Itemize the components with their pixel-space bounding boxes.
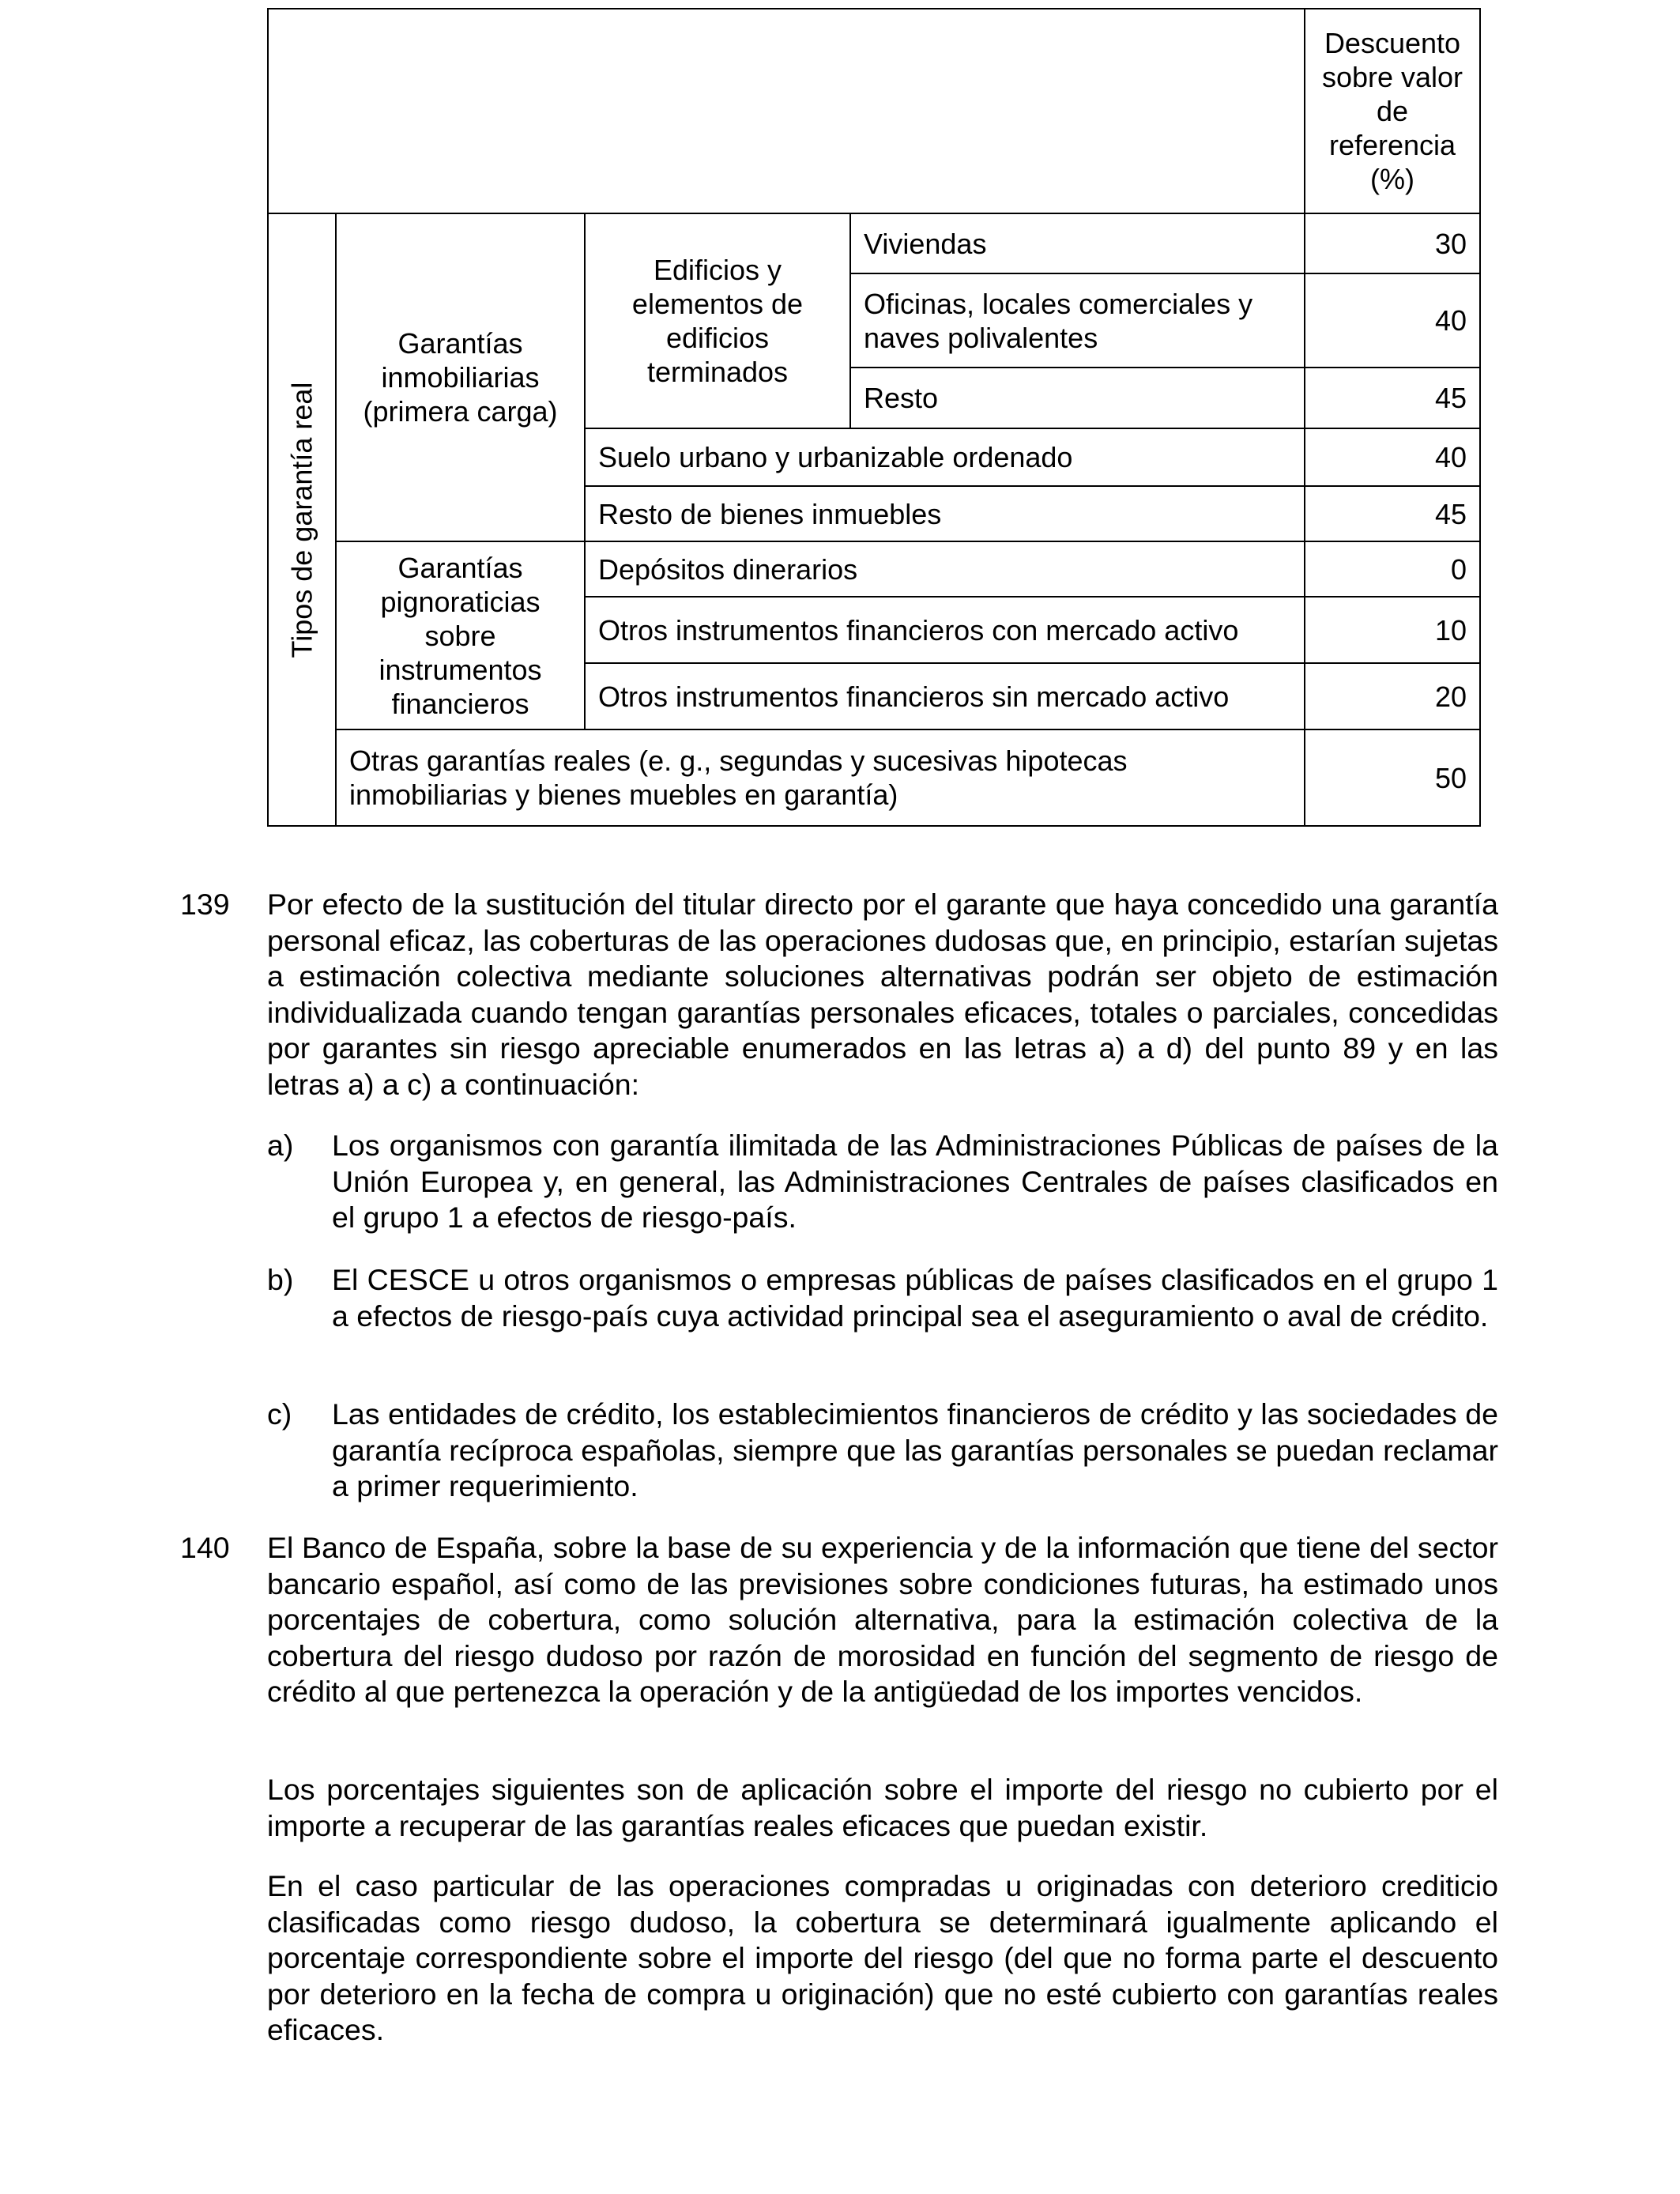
row-value: 50 xyxy=(1305,729,1480,826)
row-value: 40 xyxy=(1305,273,1480,368)
list-item-c: Las entidades de crédito, los establecimientos financieros de crédito y las sociedades de garantía recíproca españolas, siempre que las garantías personales se puedan reclamar a primer requerimiento. xyxy=(332,1397,1498,1502)
row-value: 45 xyxy=(1305,368,1480,428)
label-edificios: Edificios y elementos de edificios terminados xyxy=(585,213,850,428)
row-label: Resto xyxy=(850,368,1305,428)
guarantee-discount-table xyxy=(267,8,1481,827)
row-value: 20 xyxy=(1305,663,1480,729)
list-letter-c: c) xyxy=(267,1397,292,1431)
row-value: 30 xyxy=(1305,213,1480,273)
list-item-b: El CESCE u otros organismos o empresas públicas de países clasificados en el grupo 1 a efectos de riesgo-país cuya actividad principal sea el aseguramiento o aval de crédito. xyxy=(332,1263,1498,1333)
paragraph-140-2: Los porcentajes siguientes son de aplicación sobre el importe del riesgo no cubierto por el importe a recuperar de las garantías reales eficaces que puedan existir. xyxy=(267,1773,1498,1842)
row-label-tipos: Tipos de garantía real xyxy=(285,382,318,658)
row-label: Viviendas xyxy=(850,213,1305,273)
row-label: Otros instrumentos financieros sin mercado activo xyxy=(585,663,1305,729)
list-letter-a: a) xyxy=(267,1129,294,1162)
paragraph-number-139: 139 xyxy=(180,888,230,921)
header-discount: Descuento sobre valor de referencia (%) xyxy=(1305,9,1480,213)
row-label-cell xyxy=(268,213,336,826)
row-label: Otras garantías reales (e. g., segundas y sucesivas hipotecas inmobiliarias y bienes muebles en garantía) xyxy=(336,729,1305,826)
paragraph-number-140: 140 xyxy=(180,1531,230,1564)
paragraph-140-3: En el caso particular de las operaciones compradas u originadas con deterioro crediticio clasificadas como riesgo dudoso, la cobertura se determinará igualmente aplicando el porcentaje correspondiente sobre el importe del riesgo (del que no forma parte el descuento por deterioro en la fecha de compra u originación) que no esté cubierto con garantías reales eficaces. xyxy=(267,1869,1498,2046)
row-label: Depósitos dinerarios xyxy=(585,541,1305,597)
row-label: Resto de bienes inmuebles xyxy=(585,486,1305,541)
row-value: 0 xyxy=(1305,541,1480,597)
label-inmobiliarias: Garantías inmobiliarias (primera carga) xyxy=(336,213,585,541)
row-label: Oficinas, locales comerciales y naves polivalentes xyxy=(850,273,1305,368)
row-label: Otros instrumentos financieros con mercado activo xyxy=(585,597,1305,663)
row-value: 10 xyxy=(1305,597,1480,663)
list-letter-b: b) xyxy=(267,1263,294,1296)
paragraph-140-1: El Banco de España, sobre la base de su experiencia y de la información que tiene del sector bancario español, así como de las previsiones sobre condiciones futuras, ha estimado unos porcentajes de cobertura, como solución alternativa, para la estimación colectiva de la cobertura del riesgo dudoso por razón de morosidad en función del segmento de riesgo de crédito al que pertenezca la operación y de la antigüedad de los importes vencidos. xyxy=(267,1531,1498,1708)
row-value: 45 xyxy=(1305,486,1480,541)
paragraph-139: Por efecto de la sustitución del titular directo por el garante que haya concedido una garantía personal eficaz, las coberturas de las operaciones dudosas que, en principio, estarían sujetas a estimación colectiva mediante soluciones alternativas podrán ser objeto de estimación individualizada cuando tengan garantías personales eficaces, totales o parciales, concedidas por garantes sin riesgo apreciable enumerados en las letras a) a d) del punto 89 y en las letras a) a c) a continuación: xyxy=(267,888,1498,1101)
list-item-a: Los organismos con garantía ilimitada de las Administraciones Públicas de países de la Unión Europea y, en general, las Administraciones Centrales de países clasificados en el grupo 1 a efectos de riesgo-país. xyxy=(332,1129,1498,1234)
label-pignoraticias: Garantías pignoraticias sobre instrumentos financieros xyxy=(336,541,585,729)
row-value: 40 xyxy=(1305,428,1480,486)
row-label: Suelo urbano y urbanizable ordenado xyxy=(585,428,1305,486)
table-header-empty xyxy=(268,9,1305,213)
